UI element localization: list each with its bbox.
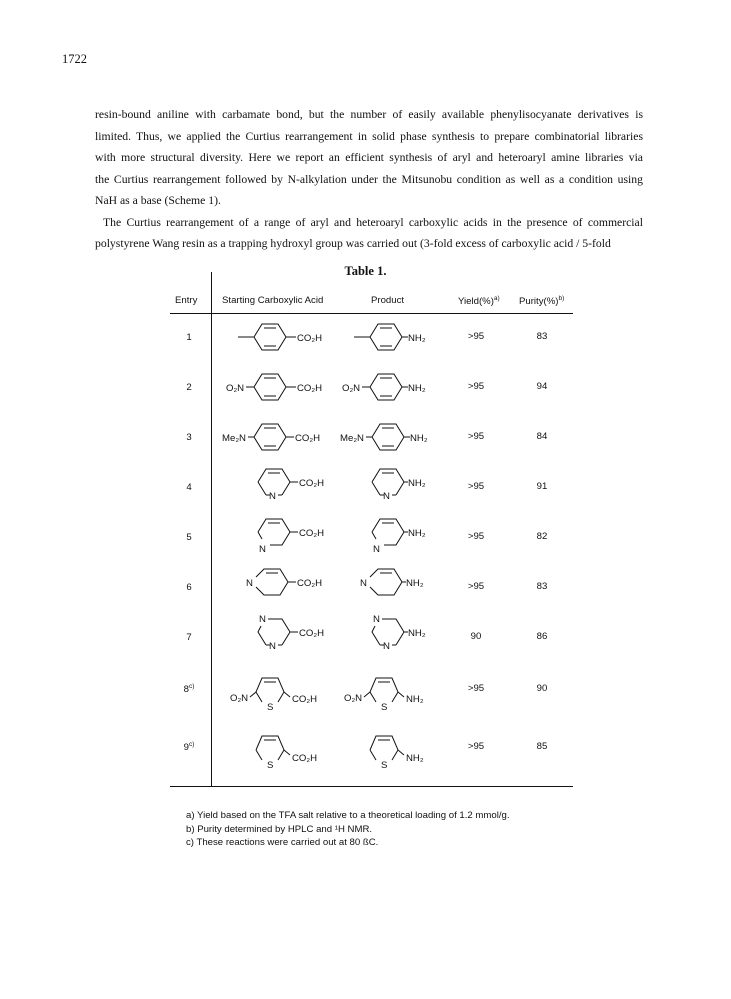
- svg-text:CO₂H: CO₂H: [297, 383, 323, 394]
- svg-text:N: N: [373, 614, 380, 625]
- svg-text:O₂N: O₂N: [230, 693, 249, 704]
- svg-text:CO₂H: CO₂H: [295, 433, 321, 444]
- table-title: Table 1.: [344, 264, 387, 278]
- purity-cell: 91: [536, 481, 548, 492]
- svg-text:CO₂H: CO₂H: [297, 333, 323, 344]
- svg-text:O₂N: O₂N: [226, 383, 245, 394]
- structure-starting-acid: [226, 322, 356, 358]
- entry-cell: 8$^{c)}$: [183, 683, 195, 695]
- svg-text:CO₂H: CO₂H: [299, 478, 325, 489]
- structure-product: [342, 322, 452, 358]
- entry-cell: 6: [186, 582, 192, 593]
- structure-product: [368, 516, 448, 562]
- yield-cell: >95: [467, 381, 485, 392]
- entry-cell: 4: [186, 482, 192, 493]
- svg-text:N: N: [383, 641, 390, 652]
- structure-product: [368, 612, 448, 662]
- structure-starting-acid: [246, 566, 352, 612]
- svg-text:NH₂: NH₂: [408, 383, 426, 394]
- svg-text:CO₂H: CO₂H: [299, 528, 325, 539]
- purity-cell: 94: [536, 381, 548, 392]
- svg-text:NH₂: NH₂: [406, 578, 424, 589]
- header-entry: Entry: [175, 295, 198, 306]
- header-start: Starting Carboxylic Acid: [222, 295, 324, 306]
- yield-cell: >95: [467, 331, 485, 342]
- structure-product: [360, 566, 448, 612]
- structure-starting-acid: [254, 466, 354, 512]
- yield-cell: >95: [467, 683, 485, 694]
- svg-text:N: N: [373, 544, 380, 555]
- yield-cell: >95: [467, 481, 485, 492]
- svg-text:N: N: [259, 544, 266, 555]
- header-product: Product: [371, 295, 405, 306]
- entry-cell: 2: [186, 382, 192, 393]
- yield-cell: >95: [467, 431, 485, 442]
- svg-text:S: S: [267, 702, 274, 713]
- purity-cell: 83: [536, 331, 548, 342]
- svg-text:N: N: [269, 491, 276, 502]
- footnote: a) Yield based on the TFA salt relative to a theoretical loading of 1.2 mmol/g.: [186, 810, 510, 821]
- table-footnotes: [186, 809, 510, 850]
- paragraph-line: limited. Thus, we applied the Curtius rearrangement in solid phase synthesis to prepare combinatorial libraries: [95, 129, 643, 143]
- svg-text:Me₂N: Me₂N: [340, 433, 364, 444]
- svg-text:N: N: [259, 614, 266, 625]
- svg-text:NH₂: NH₂: [406, 694, 424, 705]
- footnote: b) Purity determined by HPLC and ¹H NMR.: [186, 823, 373, 835]
- svg-text:S: S: [381, 702, 388, 713]
- svg-text:N: N: [246, 578, 253, 589]
- entry-cell: 9$^{c)}$: [183, 741, 195, 753]
- svg-text:CO₂H: CO₂H: [292, 694, 318, 705]
- purity-cell: 83: [536, 581, 548, 592]
- svg-text:N: N: [269, 641, 276, 652]
- svg-text:O₂N: O₂N: [344, 693, 363, 704]
- body-text: [95, 104, 643, 255]
- yield-cell: >95: [467, 741, 485, 752]
- structure-starting-acid: [222, 422, 356, 458]
- purity-cell: 82: [536, 531, 548, 542]
- svg-text:S: S: [381, 760, 388, 771]
- svg-text:NH₂: NH₂: [410, 433, 428, 444]
- structure-starting-acid: [252, 728, 352, 774]
- svg-text:S: S: [267, 760, 274, 771]
- svg-text:CO₂H: CO₂H: [299, 628, 325, 639]
- svg-text:NH₂: NH₂: [408, 628, 426, 639]
- svg-text:NH₂: NH₂: [406, 753, 424, 764]
- svg-text:CO₂H: CO₂H: [292, 753, 318, 764]
- paragraph-line: the Curtius rearrangement followed by N-alkylation under the Mitsunobu condition as well as a condition using: [95, 172, 643, 186]
- structure-product: [342, 372, 452, 408]
- table-vertical-rule: [211, 272, 212, 787]
- yield-cell: >95: [467, 581, 485, 592]
- entry-cell: 1: [186, 332, 192, 343]
- svg-text:NH₂: NH₂: [408, 333, 426, 344]
- paragraph-line: resin-bound aniline with carbamate bond, but the number of easily available phenylisocyanate derivatives is: [95, 108, 643, 121]
- table-bottom-rule: [170, 786, 573, 787]
- svg-text:N: N: [360, 578, 367, 589]
- header-purity: Purity(%)$^{b)}$: [519, 295, 565, 307]
- paragraph-line: with more structural diversity. Here we report an efficient synthesis of aryl and heteroaryl amine libraries via: [95, 151, 643, 164]
- structure-product: [368, 466, 448, 512]
- structure-product: [340, 422, 452, 458]
- entry-cell: 3: [186, 432, 192, 443]
- page-number: 1722: [62, 52, 87, 66]
- paragraph-line: NaH as a base (Scheme 1).: [95, 194, 221, 207]
- entry-cell: 5: [186, 532, 192, 543]
- entry-cell: 7: [186, 632, 192, 643]
- structure-starting-acid: [254, 612, 354, 662]
- header-yield: Yield(%)$^{a)}$: [458, 295, 500, 307]
- table-header-rule: [170, 313, 573, 314]
- structure-product: [344, 670, 448, 716]
- paragraph-line: polystyrene Wang resin as a trapping hydroxyl group was carried out (3-fold excess of carboxylic acid / 5-fold: [95, 237, 611, 250]
- svg-text:NH₂: NH₂: [408, 528, 426, 539]
- svg-text:CO₂H: CO₂H: [297, 578, 323, 589]
- svg-text:Me₂N: Me₂N: [222, 433, 246, 444]
- structure-product: [366, 728, 446, 774]
- structure-starting-acid: [226, 372, 356, 408]
- purity-cell: 85: [536, 741, 548, 752]
- footnote: c) These reactions were carried out at 80 ßC.: [186, 837, 379, 848]
- yield-cell: 90: [470, 631, 482, 642]
- structure-starting-acid: [230, 670, 354, 716]
- purity-cell: 90: [536, 683, 548, 694]
- yield-cell: >95: [467, 531, 485, 542]
- purity-cell: 86: [536, 631, 548, 642]
- svg-text:NH₂: NH₂: [408, 478, 426, 489]
- svg-text:O₂N: O₂N: [342, 383, 361, 394]
- paragraph-line: The Curtius rearrangement of a range of aryl and heteroaryl carboxylic acids in the presence of commercial: [103, 215, 643, 229]
- purity-cell: 84: [536, 431, 548, 442]
- structure-starting-acid: [254, 516, 354, 562]
- svg-text:N: N: [383, 491, 390, 502]
